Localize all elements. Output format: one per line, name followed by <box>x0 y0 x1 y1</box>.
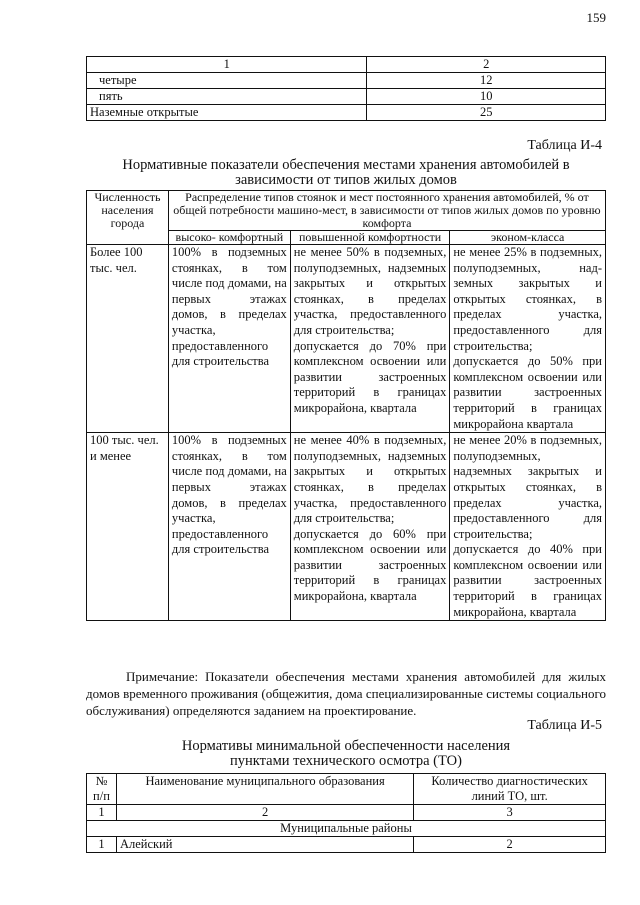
raised-text-a: не менее 40% в подземных, полуподземных, надземных закрытых и открытых стоянках, в пределах участка, предоставленного для строительства; <box>293 433 447 526</box>
table-i5-title-line2: пунктами технического осмотра (ТО) <box>230 753 462 769</box>
header-number: № п/п <box>87 774 117 805</box>
table-header-row <box>87 774 606 805</box>
economy-text-a: не менее 25% в подземных, полуподземных, над- земных закрытых и открытых стоянках, в пределах участка, предоставленного для строительства; <box>453 245 602 353</box>
table-row <box>87 105 606 121</box>
table-index-row <box>87 805 606 821</box>
table-row <box>87 433 606 621</box>
table-cell: четыре <box>87 73 367 89</box>
table-cell: Алейский <box>116 837 413 853</box>
header-municipality: Наименование муниципального образования <box>116 774 413 805</box>
table-cell: 1 <box>87 837 117 853</box>
population-cell: Более 100 тыс. чел. <box>87 245 169 433</box>
economy-cell <box>450 245 606 433</box>
table-cell: 25 <box>367 105 606 121</box>
table-header-row <box>87 191 606 231</box>
table-cell: пять <box>87 89 367 105</box>
raised-comfort-cell <box>290 245 450 433</box>
continuation-table <box>86 56 606 121</box>
table-row <box>87 837 606 853</box>
table-i4-title-line1: Нормативные показатели обеспечения местами хранения автомобилей в <box>122 157 570 173</box>
high-comfort-cell: 100% в подземных стоянках, в том числе под домами, на первых этажах домов, в пределах участка, предоставленного для строительства <box>168 245 290 433</box>
header-cell: 1 <box>87 57 367 73</box>
table-cell: 2 <box>414 837 606 853</box>
table-i5-label: Таблица И-5 <box>527 718 602 733</box>
table-header-row <box>87 57 606 73</box>
table-cell: Наземные открытые <box>87 105 367 121</box>
index-cell: 3 <box>414 805 606 821</box>
index-cell: 2 <box>116 805 413 821</box>
table-i5 <box>86 773 606 853</box>
header-population: Численность населения города <box>87 191 169 245</box>
table-i5-title-line1: Нормативы минимальной обеспеченности населения <box>181 738 511 754</box>
table-i4-note: Примечание: Показатели обеспечения местами хранения автомобилей для жилых домов временного проживания (общежития, дома специализированные системы социального обслуживания) определяются заданием на проектирование. <box>86 669 606 718</box>
table-i4-title <box>86 158 606 188</box>
table-i5-title <box>86 739 606 769</box>
population-cell: 100 тыс. чел. и менее <box>87 433 169 621</box>
table-row <box>87 89 606 105</box>
raised-comfort-cell <box>290 433 450 621</box>
raised-text-a: не менее 50% в подземных, полуподземных, надземных закрытых и открытых стоянках, в пределах участка, предоставленного для строительства; <box>293 245 447 337</box>
header-lines-count: Количество диагностических линий ТО, шт. <box>414 774 606 805</box>
header-economy: эконом-класса <box>450 231 606 245</box>
economy-text-b: допускается до 40% при комплексном освоении или развитии застроенных территорий в границах микрорайона, квартала <box>453 542 602 619</box>
table-i4 <box>86 190 606 621</box>
header-distribution: Распределение типов стоянок и мест постоянного хранения автомобилей, % от общей потребности машино-мест, в зависимости от типов жилых домов по уровню комфорта <box>168 191 605 231</box>
high-comfort-cell: 100% в подземных стоянках, в том числе под домами, на первых этажах домов, в пределах участка, предоставленного для строительства <box>168 433 290 621</box>
table-cell: 10 <box>367 89 606 105</box>
economy-cell <box>450 433 606 621</box>
header-cell: 2 <box>367 57 606 73</box>
table-i4-label: Таблица И-4 <box>527 138 602 153</box>
raised-text-b: допускается до 60% при комплексном освоении или развитии застроенных территорий в границах микрорайона, квартала <box>293 526 447 604</box>
raised-text-b: допускается до 70% при комплексном освоении или развитии застроенных территорий в границах микрорайона, квартала <box>293 338 447 415</box>
table-i4-title-line2: зависимости от типов жилых домов <box>235 172 457 188</box>
index-cell: 1 <box>87 805 117 821</box>
section-row <box>87 821 606 837</box>
table-row <box>87 73 606 89</box>
economy-text-b: допускается до 50% при комплексном освоении или развитии застроенных территорий в границах микрорайона квартала <box>453 354 602 431</box>
header-raised-comfort: повышенной комфортности <box>290 231 450 245</box>
table-cell: 12 <box>367 73 606 89</box>
economy-text-a: не менее 20% в подземных, полуподземных, надземных закрытых и открытых стоянках, в пределах участка, предоставленного для строительства; <box>453 433 602 541</box>
table-row <box>87 245 606 433</box>
section-heading: Муниципальные районы <box>87 821 606 837</box>
header-high-comfort: высоко- комфортный <box>168 231 290 245</box>
page-number: 159 <box>586 10 606 25</box>
